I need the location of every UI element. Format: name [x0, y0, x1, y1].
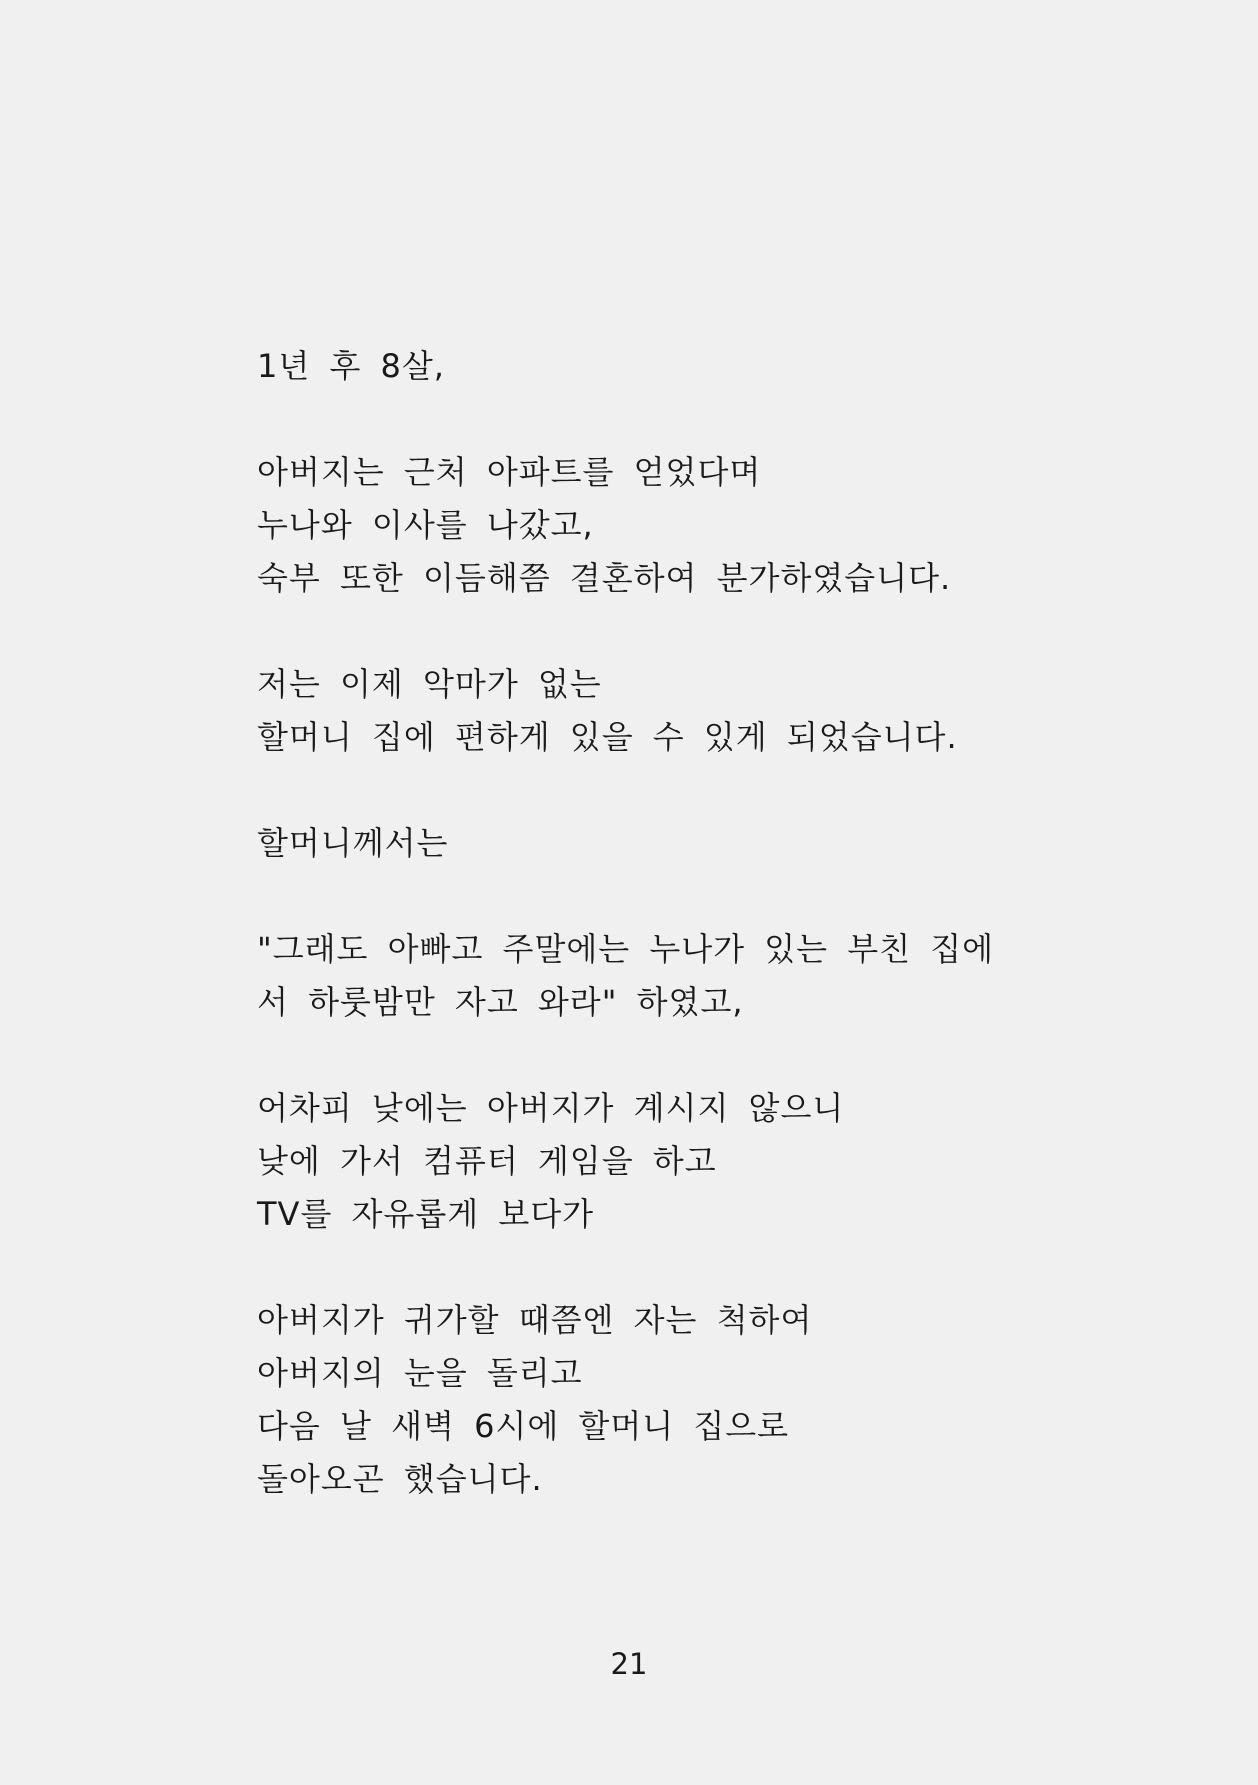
text-line: 저는 이제 악마가 없는: [257, 665, 602, 703]
text-line: 아버지가 귀가할 때쯤엔 자는 척하여: [257, 1301, 813, 1339]
text-line: "그래도 아빠고 주말에는 누나가 있는 부친 집에: [257, 930, 995, 968]
paragraph-gap: [257, 605, 1117, 658]
text-line: 할머니께서는: [257, 824, 449, 862]
text-line: 다음 날 새벽 6시에 할머니 집으로: [257, 1407, 790, 1445]
text-line: TV를 자유롭게 보다가: [257, 1195, 595, 1233]
text-line: 돌아오곤 했습니다.: [257, 1460, 543, 1498]
text-line: 숙부 또한 이듬해쯤 결혼하여 분가하였습니다.: [257, 559, 952, 597]
paragraph-gap: [257, 1029, 1117, 1082]
paragraph-gap: [257, 764, 1117, 817]
paragraph-gap: [257, 1241, 1117, 1294]
text-line: 할머니 집에 편하게 있을 수 있게 되었습니다.: [257, 718, 958, 756]
text-line: 1년 후 8살,: [257, 347, 445, 385]
text-line: 아버지는 근처 아파트를 얻었다며: [257, 453, 762, 491]
paragraph-gap: [257, 870, 1117, 923]
text-line: 낮에 가서 컴퓨터 게임을 하고: [257, 1142, 717, 1180]
body-text: [257, 340, 1117, 1506]
text-line: 누나와 이사를 나갔고,: [257, 506, 594, 544]
paragraph-gap: [257, 393, 1117, 446]
text-line: 아버지의 눈을 돌리고: [257, 1354, 583, 1392]
page-number: 21: [610, 1647, 648, 1681]
text-line: 서 하룻밤만 자고 와라" 하였고,: [257, 983, 744, 1021]
text-line: 어차피 낮에는 아버지가 계시지 않으니: [257, 1089, 845, 1127]
